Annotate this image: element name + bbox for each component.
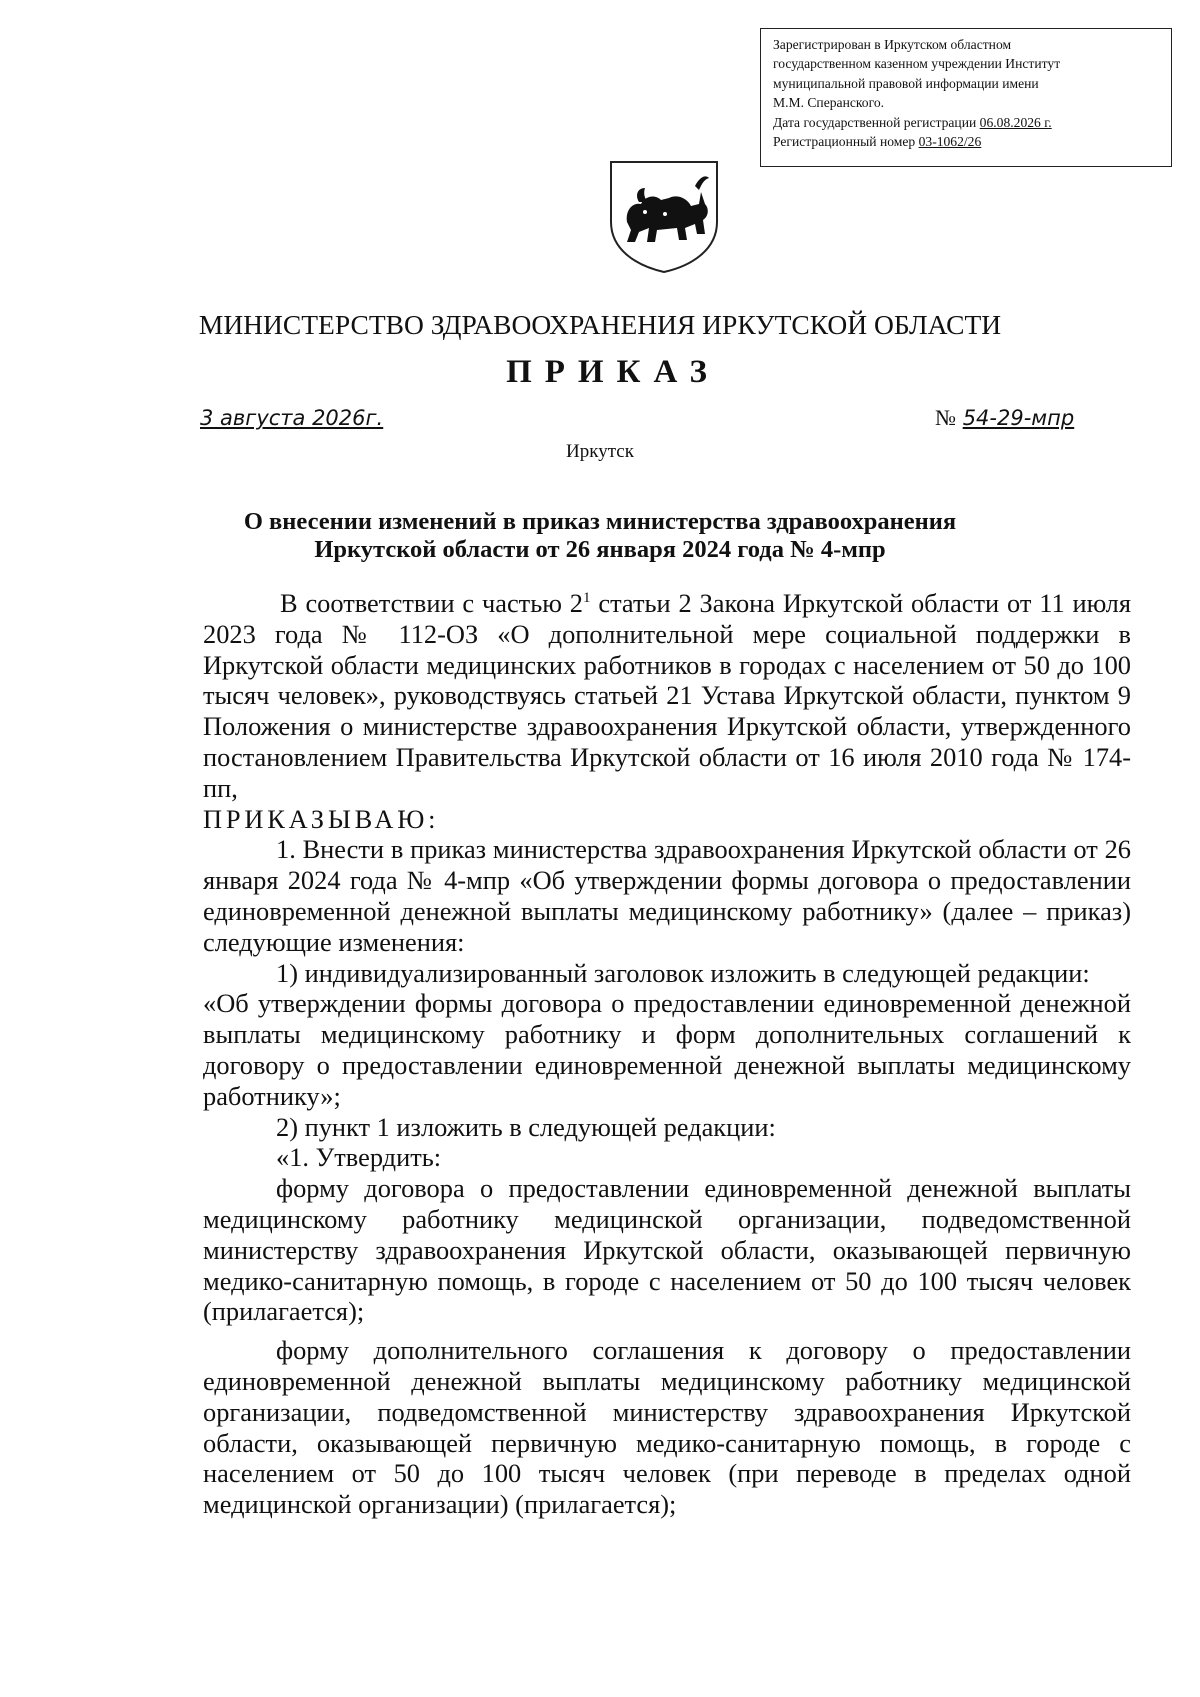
handwritten-date: 3 августа 2026г. (200, 406, 384, 430)
preamble-paragraph (203, 588, 1131, 804)
approve-paragraph: «1. Утвердить: (276, 1142, 442, 1173)
number-sign: № (935, 405, 956, 430)
sub-item-1-quote: «Об утверждении формы договора о предоставлении единовременной денежной выплаты медицинскому работнику и форм дополнительных соглашений к договору о предоставлении единовременной денежной выплаты медицинскому работнику»; (203, 988, 1131, 1111)
stamp-number-label: Регистрационный номер (773, 134, 916, 150)
ministry-name: МИНИСТЕРСТВО ЗДРАВООХРАНЕНИЯ ИРКУТСКОЙ ОБЛАСТИ (198, 309, 1002, 340)
form-1-paragraph: форму договора о предоставлении единовременной денежной выплаты медицинскому работнику медицинской организации, подведомственной министерству здравоохранения Иркутской области, оказывающей первичную медико-санитарную помощь, в городе с населением от 50 до 100 тысяч человек (прилагается); (203, 1173, 1131, 1327)
stamp-line: муниципальной правовой информации имени (773, 75, 1039, 91)
city-name: Иркутск (566, 441, 634, 462)
stamp-date-row (773, 113, 1161, 132)
preamble-text-cont: статьи 2 Закона Иркутской области от 11 июля 2023 года № 112-ОЗ «О дополнительной мере социальной поддержки в Иркутской области медицинских работников в городах с населением от 50 до 100 тысяч человек», руководствуясь статьей 21 Устава Иркутской области, пунктом 9 Положения о министерстве здравоохранения Иркутской области, утвержденного постановлением Правительства Иркутской области от 16 июля 2010 года № 174-пп, (203, 588, 1131, 803)
stamp-number-row (773, 132, 1161, 151)
document-heading (150, 508, 1050, 564)
stamp-date-value: 06.08.2026 г. (979, 114, 1052, 130)
stamp-line: Зарегистрирован в Иркутском областном (773, 37, 1012, 52)
stamp-line: М.М. Сперанского. (773, 95, 885, 111)
handwritten-order-number: 54-29-мпр (962, 406, 1075, 430)
heading-line: Иркутской области от 26 января 2024 года № 4-мпр (314, 536, 886, 563)
registration-stamp (760, 28, 1172, 167)
stamp-date-label: Дата государственной регистрации (773, 114, 977, 130)
sub-item-2-paragraph: 2) пункт 1 изложить в следующей редакции: (276, 1111, 776, 1142)
document-type: ПРИКАЗ (506, 354, 720, 390)
order-word: ПРИКАЗЫВАЮ: (203, 803, 440, 834)
heading-line: О внесении изменений в приказ министерства здравоохранения (243, 508, 957, 535)
preamble-text: В соответствии с частью 2 (280, 588, 584, 618)
stamp-number-value: 03-1062/26 (918, 134, 982, 150)
document-body (203, 588, 1131, 1520)
stamp-line: государственном казенном учреждении Институт (773, 56, 1061, 72)
order-number-row (935, 405, 1074, 431)
sub-item-1-paragraph: 1) индивидуализированный заголовок изложить в следующей редакции: (276, 957, 1090, 988)
form-2-paragraph: форму дополнительного соглашения к договору о предоставлении единовременной денежной выплаты медицинскому работнику медицинской организации, подведомственной министерству здравоохранения Иркутской области, оказывающей первичную медико-санитарную помощь, в городе с населением от 50 до 100 тысяч человек (при переводе в пределах одной медицинской организации) (прилагается); (203, 1335, 1131, 1520)
preamble-superscript: 1 (583, 590, 591, 606)
coat-of-arms-emblem (605, 158, 723, 276)
item-1-paragraph: 1. Внести в приказ министерства здравоохранения Иркутской области от 26 января 2024 года № 4-мпр «Об утверждении формы договора о предоставлении единовременной денежной выплаты медицинскому работнику» (далее – приказ) следующие изменения: (203, 834, 1131, 957)
